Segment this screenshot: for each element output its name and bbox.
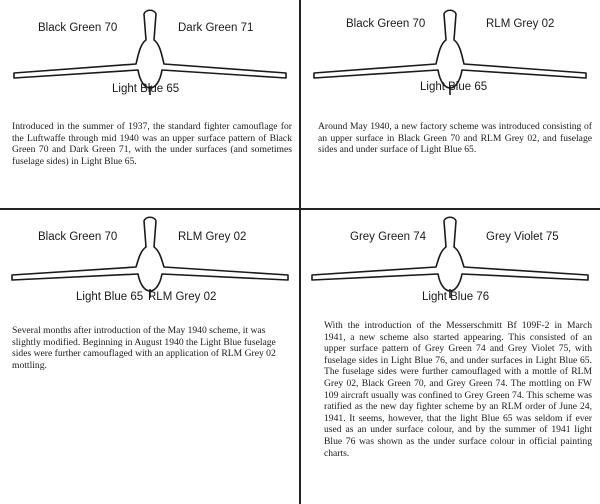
panel-may-1940-scheme [300, 0, 600, 208]
scheme-description: With the introduction of the Messerschmitt Bf 109F-2 in March 1941, a new scheme also started appearing. This consisted of an upper surface pattern of Grey Green 74 and Grey Violet 75, with fuselage sides in Light Blue 76, and under surfaces in Light Blue 65. The fuselage sides were further camouflaged with a mottle of RLM Grey 02, Black Green 70, and Grey Green 74. The mottling on FW 109 aircraft usually was confined to Grey Green 74. This scheme was ratified as the new day fighter scheme by an RLM order of June 24, 1941. It seems, however, that the light Blue 65 was seldom if ever used as an under surface colour, and by the summer of 1941 light Blue 76 was shown as the under surface colour in official painting charts. [324, 320, 592, 459]
upper-surface-left-label: Grey Green 74 [350, 231, 427, 243]
fuselage-mottle-label: RLM Grey 02 [148, 291, 217, 303]
upper-surface-left-label: Black Green 70 [38, 231, 118, 243]
fuselage-side-label: Light Blue 65 [76, 291, 144, 303]
upper-surface-left-label: Black Green 70 [38, 22, 118, 34]
scheme-description: Several months after introduction of the May 1940 scheme, it was slightly modified. Beginning in August 1940 the Light Blue fuselage sides were further camouflaged with an application of RLM Grey 02 mottling. [12, 325, 276, 371]
upper-surface-right-label: Dark Green 71 [178, 22, 254, 34]
panel-1937-scheme [0, 0, 300, 208]
upper-surface-left-label: Black Green 70 [346, 18, 426, 30]
scheme-description: Around May 1940, a new factory scheme was introduced consisting of an upper surface in Black Green 70 and RLM Grey 02, and fuselage sides and under surface of Light Blue 65. [318, 121, 592, 156]
upper-surface-right-label: Grey Violet 75 [486, 231, 559, 243]
panel-august-1940-scheme [0, 209, 300, 504]
under-surface-label: Light Blue 76 [422, 291, 490, 303]
upper-surface-right-label: RLM Grey 02 [178, 231, 247, 243]
under-surface-label: Light Blue 65 [420, 81, 488, 93]
upper-surface-right-label: RLM Grey 02 [486, 18, 555, 30]
under-surface-label: Light Blue 65 [112, 83, 180, 95]
scheme-description: Introduced in the summer of 1937, the standard fighter camouflage for the Luftwaffe through mid 1940 was an upper surface pattern of Black Green 70 and Dark Green 71, with the under surfaces (and sometimes fuselage sides) in Light Blue 65. [12, 121, 292, 167]
panel-march-1941-scheme [300, 209, 600, 504]
